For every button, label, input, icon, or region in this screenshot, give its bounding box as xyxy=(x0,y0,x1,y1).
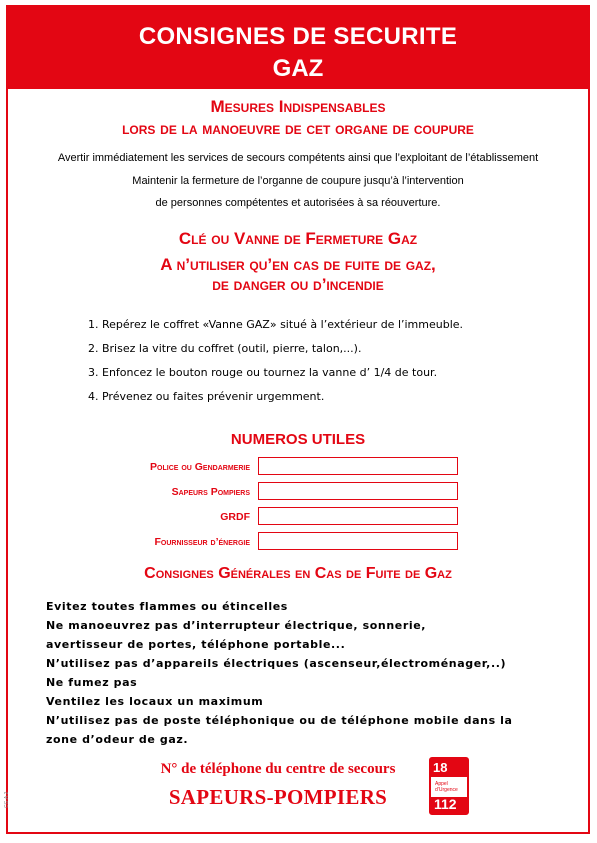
generales-line: Ventilez les locaux un maximum xyxy=(46,695,264,708)
step-item: 4. Prévenez ou faites prévenir urgemment. xyxy=(88,390,325,403)
header-banner xyxy=(8,7,588,89)
generales-line: N’utilisez pas de poste téléphonique ou de téléphone mobile dans la xyxy=(46,714,513,727)
vanne-steps xyxy=(88,313,463,409)
field-row-grdf xyxy=(8,507,468,527)
generales-line: Ne manoeuvrez pas d’interrupteur électrique, sonnerie, xyxy=(46,619,427,632)
field-label-pompiers: Sapeurs Pompiers xyxy=(171,486,250,498)
mesures-title2: lors de la manoeuvre de cet organe de coupure xyxy=(122,119,474,138)
field-label-fournisseur: Fournisseur d’énergie xyxy=(154,536,250,548)
header-title-line2: GAZ xyxy=(272,55,324,82)
mesures-line1: Avertir immédiatement les services de secours compétents ainsi que l’exploitant de l’établissement xyxy=(57,152,539,164)
generales-line: Ne fumez pas xyxy=(46,676,138,689)
step-item: 1. Repérez le coffret «Vanne GAZ» situé à l’extérieur de l’immeuble. xyxy=(88,318,464,331)
poster-frame xyxy=(6,5,590,834)
footer-line2: SAPEURS-POMPIERS xyxy=(168,785,388,809)
field-row-police xyxy=(8,457,468,477)
field-label-grdf: GRDF xyxy=(220,511,250,523)
logo-small-text: Appel d’Urgence xyxy=(435,781,458,793)
field-input-police[interactable] xyxy=(258,457,458,475)
generales-title: Consignes Générales en Cas de Fuite de Gaz xyxy=(144,565,452,582)
field-input-fournisseur[interactable] xyxy=(258,532,458,550)
header-title-line1: CONSIGNES DE SECURITE xyxy=(138,23,458,50)
mesures-line3: de personnes compétentes et autorisées à sa réouverture. xyxy=(155,197,441,209)
logo-bottom-number: 112 xyxy=(434,796,457,812)
field-label-police: Police ou Gendarmerie xyxy=(150,461,250,473)
generales-list xyxy=(46,597,513,749)
reference-code: CG.A.2 xyxy=(4,791,10,808)
field-row-pompiers xyxy=(8,482,468,502)
generales-line: Evitez toutes flammes ou étincelles xyxy=(46,600,288,613)
footer-line1: N° de téléphone du centre de secours xyxy=(160,761,396,777)
field-input-pompiers[interactable] xyxy=(258,482,458,500)
mesures-line2: Maintenir la fermeture de l’organne de coupure jusqu’à l’intervention xyxy=(132,175,464,187)
generales-line: zone d’odeur de gaz. xyxy=(46,733,189,746)
field-input-grdf[interactable] xyxy=(258,507,458,525)
generales-line: N’utilisez pas d’appareils électriques (ascenseur,électroménager,..) xyxy=(46,657,507,670)
mesures-title1: Mesures Indispensables xyxy=(210,97,386,116)
numeros-title: NUMEROS UTILES xyxy=(230,431,366,448)
vanne-title3: de danger ou d’incendie xyxy=(212,275,384,294)
generales-line: avertisseur de portes, téléphone portable... xyxy=(46,638,346,651)
emergency-18-112-icon xyxy=(429,757,469,815)
step-item: 3. Enfoncez le bouton rouge ou tournez la vanne d’ 1/4 de tour. xyxy=(88,366,438,379)
field-row-fournisseur xyxy=(8,532,468,552)
vanne-title2: A n’utiliser qu’en cas de fuite de gaz, xyxy=(160,255,436,274)
logo-top-number: 18 xyxy=(433,760,448,775)
vanne-title1: Clé ou Vanne de Fermeture Gaz xyxy=(178,229,418,248)
step-item: 2. Brisez la vitre du coffret (outil, pierre, talon,...). xyxy=(88,342,362,355)
